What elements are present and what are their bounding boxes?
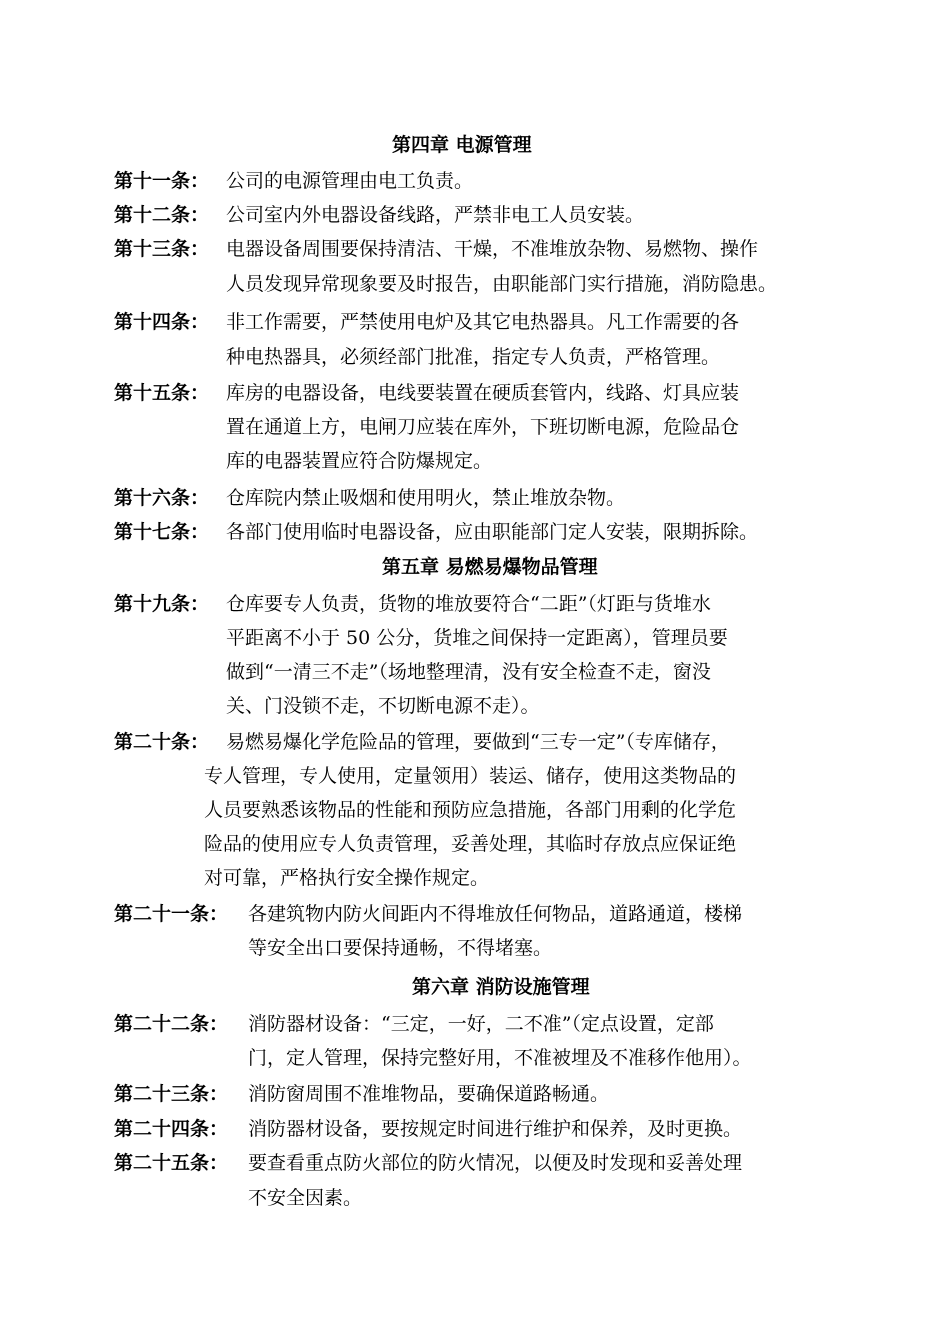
- article-label: 第十六条：: [114, 487, 210, 509]
- article-label: 第二十五条：: [114, 1152, 229, 1174]
- article-text-line: 专人管理，专人使用，定量领用）装运、储存，使用这类物品的: [204, 765, 737, 787]
- article-label: 第十七条：: [114, 521, 210, 543]
- article-label: 第二十四条：: [114, 1118, 229, 1140]
- article-text-line: 消防器材设备，要按规定时间进行维护和保养，及时更换。: [248, 1118, 743, 1140]
- chapter-6-heading: 第六章 消防设施管理: [412, 976, 590, 998]
- article-text-line: 消防窗周围不准堆物品，要确保道路畅通。: [248, 1083, 610, 1105]
- article-text-line: 门，定人管理，保持完整好用，不准被埋及不准移作他用）。: [248, 1047, 752, 1069]
- article-text-line: 非工作需要，严禁使用电炉及其它电热器具。凡工作需要的各: [226, 311, 740, 333]
- article-text-line: 平距离不小于 50 公分，货堆之间保持一定距离），管理员要: [226, 627, 728, 649]
- article-text-line: 要查看重点防火部位的防火情况，以便及时发现和妥善处理: [248, 1152, 743, 1174]
- article-text-line: 种电热器具，必须经部门批准，指定专人负责，严格管理。: [226, 346, 721, 368]
- article-text-line: 库房的电器设备，电线要装置在硬质套管内，线路、灯具应装: [226, 382, 740, 404]
- article-text-line: 各建筑物内防火间距内不得堆放任何物品，道路通道，楼梯: [248, 903, 743, 925]
- article-label: 第十一条：: [114, 170, 210, 192]
- article-text-line: 对可靠，严格执行安全操作规定。: [204, 867, 490, 889]
- chapter-4-heading: 第四章 电源管理: [392, 134, 532, 156]
- article-label: 第十二条：: [114, 204, 210, 226]
- article-text-line: 各部门使用临时电器设备，应由职能部门定人安装，限期拆除。: [226, 521, 759, 543]
- article-label: 第十五条：: [114, 382, 210, 404]
- article-text-line: 仓库要专人负责，货物的堆放要符合“二距”（灯距与货堆水: [226, 593, 711, 615]
- article-label: 第十四条：: [114, 311, 210, 333]
- article-text-line: 做到“一清三不走”（场地整理清，没有安全检查不走，窗没: [226, 661, 711, 683]
- article-text-line: 库的电器装置应符合防爆规定。: [226, 450, 493, 472]
- article-text-line: 消防器材设备：“三定，一好，二不准”（定点设置，定部: [248, 1013, 714, 1035]
- article-text-line: 置在通道上方，电闸刀应装在库外，下班切断电源，危险品仓: [226, 416, 740, 438]
- chapter-5-heading: 第五章 易燃易爆物品管理: [382, 556, 598, 578]
- article-text-line: 易燃易爆化学危险品的管理，要做到“三专一定”（专库储存，: [226, 731, 730, 753]
- article-text-line: 人员发现异常现象要及时报告，由职能部门实行措施，消防隐患。: [226, 273, 778, 295]
- article-label: 第十三条：: [114, 238, 210, 260]
- article-text-line: 公司的电源管理由电工负责。: [226, 170, 474, 192]
- article-text-line: 险品的使用应专人负责管理，妥善处理，其临时存放点应保证绝: [204, 833, 737, 855]
- article-label: 第二十条：: [114, 731, 210, 753]
- article-label: 第二十一条：: [114, 903, 229, 925]
- article-label: 第二十三条：: [114, 1083, 229, 1105]
- article-label: 第二十二条：: [114, 1013, 229, 1035]
- article-label: 第十九条：: [114, 593, 210, 615]
- article-text-line: 关、门没锁不走，不切断电源不走）。: [226, 695, 540, 717]
- article-text-line: 不安全因素。: [248, 1187, 363, 1209]
- article-text-line: 等安全出口要保持通畅，不得堵塞。: [248, 937, 553, 959]
- article-text-line: 电器设备周围要保持清洁、干燥，不准堆放杂物、易燃物、操作: [226, 238, 759, 260]
- article-text-line: 仓库院内禁止吸烟和使用明火，禁止堆放杂物。: [226, 487, 626, 509]
- article-text-line: 公司室内外电器设备线路，严禁非电工人员安装。: [226, 204, 645, 226]
- article-text-line: 人员要熟悉该物品的性能和预防应急措施，各部门用剩的化学危: [204, 799, 737, 821]
